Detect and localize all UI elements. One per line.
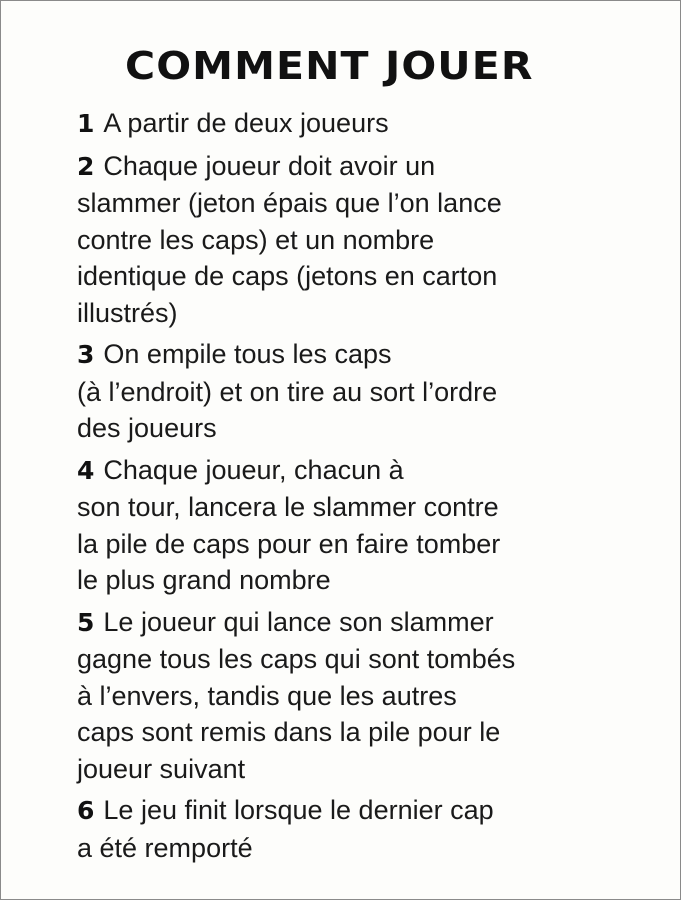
- step-line: [77, 336, 637, 374]
- step-text: On empile tous les caps: [103, 339, 392, 369]
- step-text: contre les caps) et un nombre: [77, 224, 435, 255]
- instruction-step-1: [77, 105, 637, 143]
- instruction-step-6: [77, 792, 637, 866]
- instruction-step-4: [77, 452, 637, 599]
- step-number: 4: [77, 455, 95, 485]
- step-text: Le joueur qui lance son slammer: [103, 606, 494, 637]
- step-text: gagne tous les caps qui sont tombés: [77, 644, 516, 674]
- step-number: 2: [77, 151, 95, 181]
- step-line: [77, 604, 637, 642]
- step-text: a été remporté: [77, 832, 253, 863]
- step-text: Le jeu finit lorsque le dernier cap: [103, 795, 494, 825]
- step-text: Chaque joueur, chacun à: [103, 454, 404, 485]
- step-number: 6: [77, 796, 95, 825]
- step-text: A partir de deux joueurs: [103, 108, 389, 138]
- step-text: la pile de caps pour en faire tomber: [77, 528, 501, 559]
- step-line: [77, 792, 637, 830]
- step-text: le plus grand nombre: [77, 565, 331, 595]
- step-line: [77, 452, 637, 490]
- step-text: identique de caps (jetons en carton: [77, 261, 498, 291]
- step-text: des joueurs: [77, 413, 217, 443]
- step-text: caps sont remis dans la pile pour le: [77, 717, 501, 747]
- instruction-step-5: [77, 604, 637, 788]
- document-title: COMMENT JOUER: [125, 44, 534, 88]
- step-text: Chaque joueur doit avoir un: [103, 150, 436, 181]
- step-text: (à l’endroit) et on tire au sort l’ordre: [77, 376, 498, 407]
- step-line: [77, 105, 637, 143]
- instruction-list: [77, 105, 637, 866]
- instruction-step-2: [77, 148, 637, 332]
- step-text: son tour, lancera le slammer contre: [77, 492, 499, 522]
- step-line: [77, 148, 637, 186]
- step-text: illustrés): [77, 297, 178, 328]
- instruction-step-3: [77, 336, 637, 447]
- step-text: slammer (jeton épais que l’on lance: [77, 188, 502, 218]
- step-text: joueur suivant: [77, 753, 246, 784]
- step-text: à l’envers, tandis que les autres: [77, 680, 457, 711]
- step-number: 3: [77, 340, 95, 369]
- step-number: 1: [77, 109, 95, 138]
- step-number: 5: [77, 607, 95, 637]
